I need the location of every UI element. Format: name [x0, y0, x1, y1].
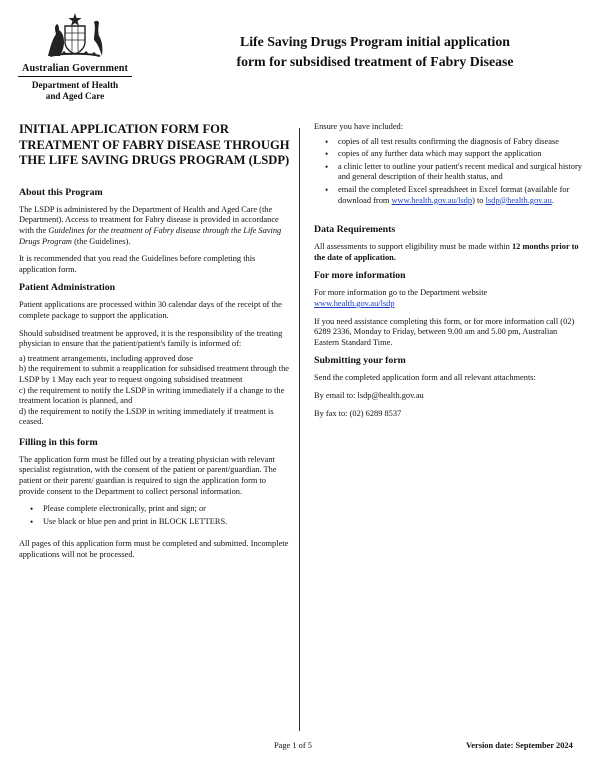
obligation-item: c) the requirement to notify the LSDP in writing immediately if a change to the treatment location is planned, and	[19, 385, 285, 406]
filling-bullet-list	[19, 504, 291, 527]
lsdp-email-link[interactable]: lsdp@health.gov.au	[485, 195, 552, 205]
about-text-b: (the Guidelines).	[71, 236, 131, 246]
checklist	[314, 137, 582, 207]
submit-fax-line: By fax to: (02) 6289 8537	[314, 408, 402, 418]
obligation-item: d) the requirement to notify the LSDP in writing immediately if treatment is ceased.	[19, 406, 274, 427]
ensure-intro: Ensure you have included:	[314, 122, 404, 131]
more-info-paragraph-2: If you need assistance completing this form, or for more information call (02) 6289 2336, Monday to Friday, between 9.00 am and 5.00 pm, Australian Eastern Standard Time.	[314, 316, 575, 347]
department-website-link[interactable]: www.health.gov.au/lsdp	[314, 298, 395, 308]
filling-heading: Filling in this form	[19, 436, 98, 448]
left-column	[19, 122, 291, 568]
filling-paragraph-2: All pages of this application form must be completed and submitted. Incomplete applications will not be processed.	[19, 539, 289, 560]
document-title	[175, 32, 575, 72]
submitting-heading: Submitting your form	[314, 355, 406, 367]
patient-paragraph-1: Patient applications are processed within 30 calendar days of the receipt of the complete package to support the application.	[19, 300, 282, 320]
list-item: • Please complete electronically, print and sign; or	[19, 504, 291, 515]
submit-email-line: By email to: lsdp@health.gov.au	[314, 390, 424, 400]
department-line-2: and Aged Care	[45, 91, 105, 101]
more-info-paragraph-1	[314, 288, 582, 309]
data-req-text: All assessments to support eligibility must be made within	[314, 242, 512, 252]
department-line-1: Department of Health	[31, 80, 119, 90]
list-item: • a clinic letter to outline your patient's recent medical and surgical history and general description of their health status, and	[314, 162, 582, 183]
submitting-paragraph: Send the completed application form and all relevant attachments:	[314, 373, 536, 383]
logo-divider	[18, 76, 132, 77]
column-divider	[299, 128, 300, 731]
right-column	[314, 122, 582, 426]
data-req-bold-text: 12 months prior to the date of application.	[314, 242, 579, 262]
about-heading: About this Program	[19, 186, 103, 198]
email-item-text-b: ) to	[472, 195, 486, 205]
lsdp-website-link[interactable]: www.health.gov.au/lsdp	[391, 195, 473, 205]
email-item-text-c: .	[551, 195, 554, 205]
government-name: Australian Government	[22, 63, 128, 74]
more-info-text: For more information go to the Department website	[314, 288, 488, 298]
document-title-line-2: form for subsidised treatment of Fabry Disease	[236, 54, 514, 69]
patient-admin-heading: Patient Administration	[19, 282, 116, 294]
filling-paragraph-1: The application form must be filled out by a treating physician with relevant specialist registration, with the consent of the patient or parent/guardian. The patient or their parent/ guardian is required to sign the application form to provide consent to the Department to collect personal information.	[19, 454, 277, 496]
government-logo	[14, 10, 136, 102]
about-paragraph-1	[19, 205, 291, 247]
about-text-a: The LSDP is administered by the Department of Health and Aged Care (the Department). Access to treatment for Fabry disease is provided in accordance with the	[19, 204, 279, 235]
list-item: • copies of all test results confirming the diagnosis of Fabry disease	[314, 137, 582, 148]
form-title: INITIAL APPLICATION FORM FOR TREATMENT OF FABRY DISEASE THROUGH THE LIFE SAVING DRUGS PROGRAM (LSDP)	[19, 122, 290, 168]
version-date: Version date: September 2024	[466, 741, 573, 750]
page-number: Page 1 of 5	[274, 741, 312, 750]
data-requirements-paragraph	[314, 242, 582, 263]
obligation-item: a) treatment arrangements, including approved dose	[19, 353, 193, 363]
department-name	[14, 80, 136, 102]
coat-of-arms-icon	[42, 10, 108, 60]
more-info-heading: For more information	[314, 270, 406, 282]
about-paragraph-2: It is recommended that you read the Guidelines before completing this application form.	[19, 254, 256, 274]
guidelines-title: Guidelines for the treatment of Fabry disease through the Life Saving Drugs Program	[19, 225, 282, 246]
list-item: • Use black or blue pen and print in BLOCK LETTERS.	[19, 517, 291, 528]
patient-paragraph-2: Should subsidised treatment be approved, it is the responsibility of the treating physician to ensure that the patient/patient's family is informed of:	[19, 328, 283, 349]
data-requirements-heading: Data Requirements	[314, 224, 396, 236]
list-item: • copies of any further data which may support the application	[314, 149, 582, 160]
email-item-text-a: email the completed Excel spreadsheet in Excel format (available for download from	[338, 184, 570, 205]
patient-obligations-list	[19, 354, 291, 428]
obligation-item: b) the requirement to submit a reapplication for subsidised treatment through the LSDP by 1 May each year to request ongoing subsidised treatment	[19, 364, 290, 384]
document-title-line-1: Life Saving Drugs Program initial application	[240, 34, 510, 49]
list-item	[314, 185, 582, 206]
